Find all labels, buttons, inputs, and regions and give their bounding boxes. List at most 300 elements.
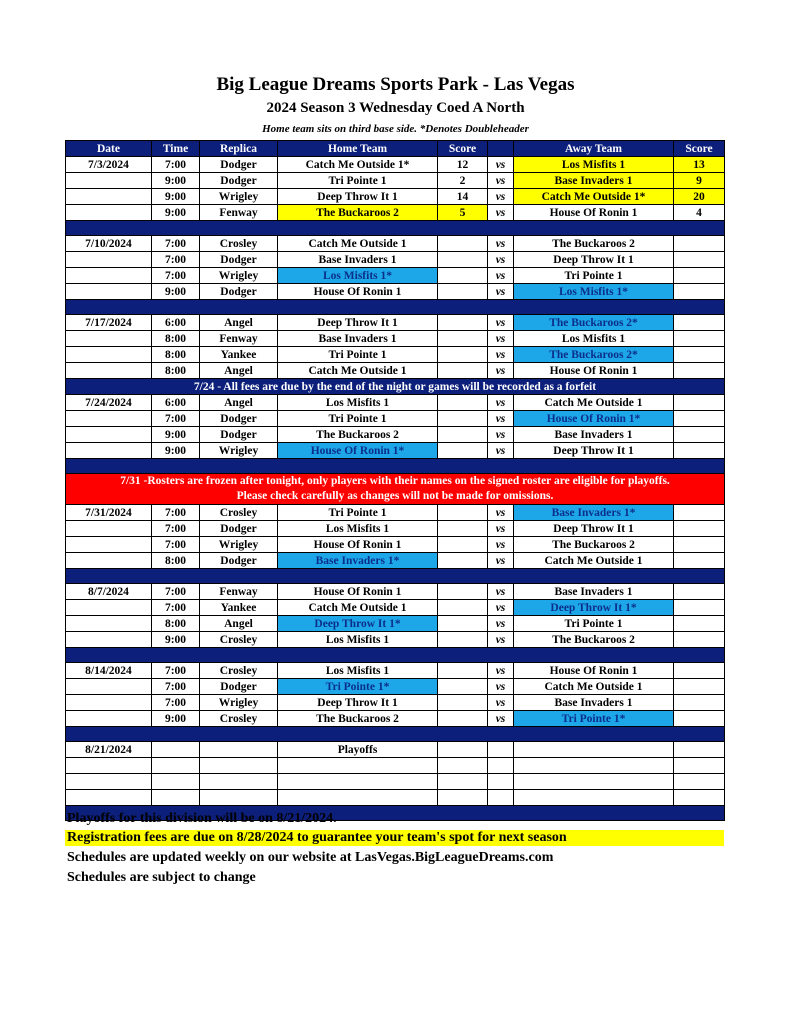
versus-cell: vs — [488, 616, 514, 632]
footer-registration-note: Registration fees are due on 8/28/2024 to guarantee your team's spot for next season — [65, 830, 724, 846]
game-time-cell: 6:00 — [152, 315, 200, 331]
versus-cell: vs — [488, 411, 514, 427]
away-team-cell: The Buckaroos 2* — [514, 347, 674, 363]
game-date-cell — [66, 553, 152, 569]
versus-cell: vs — [488, 236, 514, 252]
game-time-cell: 7:00 — [152, 505, 200, 521]
game-row — [66, 189, 725, 205]
game-row — [66, 411, 725, 427]
game-date-cell — [66, 679, 152, 695]
field-name-cell: Wrigley — [200, 537, 278, 553]
versus-cell — [488, 758, 514, 774]
home-team-cell: Tri Pointe 1 — [278, 347, 438, 363]
home-team-cell: Playoffs — [278, 742, 438, 758]
game-row — [66, 443, 725, 459]
week-separator-row — [66, 648, 725, 663]
home-score-cell — [438, 236, 488, 252]
versus-cell: vs — [488, 632, 514, 648]
field-name-cell: Wrigley — [200, 189, 278, 205]
home-team-cell: Catch Me Outside 1 — [278, 236, 438, 252]
away-team-cell: Catch Me Outside 1 — [514, 553, 674, 569]
away-team-cell: Tri Pointe 1 — [514, 616, 674, 632]
away-score-cell — [674, 742, 725, 758]
away-team-cell: Deep Throw It 1 — [514, 521, 674, 537]
game-time-cell: 7:00 — [152, 236, 200, 252]
field-name-cell: Dodger — [200, 252, 278, 268]
game-time-cell — [152, 790, 200, 806]
game-date-cell — [66, 363, 152, 379]
versus-cell: vs — [488, 189, 514, 205]
game-row — [66, 553, 725, 569]
game-time-cell: 9:00 — [152, 284, 200, 300]
home-score-cell — [438, 742, 488, 758]
home-score-cell — [438, 663, 488, 679]
game-date-cell — [66, 711, 152, 727]
game-date-cell: 7/24/2024 — [66, 395, 152, 411]
away-score-cell: 4 — [674, 205, 725, 221]
roster-notice-row — [66, 474, 725, 505]
home-team-cell — [278, 774, 438, 790]
footer-playoffs-note: Playoffs for this division will be on 8/21/2024. — [67, 811, 337, 826]
versus-cell: vs — [488, 553, 514, 569]
game-row — [66, 790, 725, 806]
away-score-cell — [674, 790, 725, 806]
home-team-cell: Tri Pointe 1 — [278, 505, 438, 521]
field-name-cell: Dodger — [200, 679, 278, 695]
away-score-cell — [674, 395, 725, 411]
game-date-cell: 8/14/2024 — [66, 663, 152, 679]
field-name-cell: Dodger — [200, 553, 278, 569]
home-score-cell — [438, 363, 488, 379]
field-name-cell: Crosley — [200, 632, 278, 648]
game-row — [66, 695, 725, 711]
page-title: Big League Dreams Sports Park - Las Vegas — [216, 74, 575, 95]
column-header-home-score: Score — [438, 141, 488, 157]
game-date-cell — [66, 268, 152, 284]
game-row — [66, 157, 725, 173]
game-time-cell: 8:00 — [152, 363, 200, 379]
home-score-cell — [438, 774, 488, 790]
away-team-cell — [514, 790, 674, 806]
versus-cell: vs — [488, 584, 514, 600]
fees-notice: 7/24 - All fees are due by the end of the night or games will be recorded as a forfeit — [66, 379, 725, 395]
game-row — [66, 347, 725, 363]
field-name-cell: Wrigley — [200, 268, 278, 284]
home-score-cell — [438, 411, 488, 427]
away-team-cell: Catch Me Outside 1 — [514, 679, 674, 695]
home-team-cell: Deep Throw It 1 — [278, 695, 438, 711]
away-team-cell: Base Invaders 1 — [514, 427, 674, 443]
field-name-cell: Yankee — [200, 600, 278, 616]
game-row — [66, 284, 725, 300]
versus-cell: vs — [488, 695, 514, 711]
home-team-cell: Los Misfits 1 — [278, 632, 438, 648]
game-row — [66, 632, 725, 648]
game-row — [66, 758, 725, 774]
home-score-cell: 2 — [438, 173, 488, 189]
field-name-cell: Dodger — [200, 284, 278, 300]
game-time-cell: 7:00 — [152, 584, 200, 600]
away-team-cell — [514, 742, 674, 758]
away-team-cell: Base Invaders 1* — [514, 505, 674, 521]
versus-cell: vs — [488, 252, 514, 268]
game-time-cell: 7:00 — [152, 663, 200, 679]
game-date-cell — [66, 173, 152, 189]
game-time-cell: 7:00 — [152, 268, 200, 284]
away-team-cell: The Buckaroos 2 — [514, 537, 674, 553]
versus-cell: vs — [488, 284, 514, 300]
versus-cell: vs — [488, 157, 514, 173]
versus-cell — [488, 774, 514, 790]
field-name-cell: Dodger — [200, 173, 278, 189]
game-time-cell: 7:00 — [152, 157, 200, 173]
away-score-cell — [674, 600, 725, 616]
home-team-cell: Tri Pointe 1 — [278, 411, 438, 427]
field-name-cell — [200, 774, 278, 790]
game-time-cell — [152, 758, 200, 774]
home-team-cell: Base Invaders 1* — [278, 553, 438, 569]
game-time-cell: 8:00 — [152, 616, 200, 632]
home-team-cell: The Buckaroos 2 — [278, 205, 438, 221]
game-date-cell — [66, 284, 152, 300]
game-row — [66, 363, 725, 379]
game-date-cell — [66, 632, 152, 648]
field-name-cell: Angel — [200, 363, 278, 379]
away-team-cell: Los Misfits 1 — [514, 157, 674, 173]
away-team-cell: Deep Throw It 1* — [514, 600, 674, 616]
versus-cell — [488, 790, 514, 806]
home-score-cell: 12 — [438, 157, 488, 173]
game-time-cell: 7:00 — [152, 537, 200, 553]
versus-cell — [488, 742, 514, 758]
away-team-cell: Catch Me Outside 1* — [514, 189, 674, 205]
game-date-cell: 7/31/2024 — [66, 505, 152, 521]
away-score-cell — [674, 268, 725, 284]
game-date-cell: 8/21/2024 — [66, 742, 152, 758]
game-time-cell: 9:00 — [152, 632, 200, 648]
home-score-cell — [438, 443, 488, 459]
home-score-cell — [438, 537, 488, 553]
game-row — [66, 600, 725, 616]
home-team-cell: House Of Ronin 1 — [278, 537, 438, 553]
game-row — [66, 679, 725, 695]
home-team-cell: Base Invaders 1 — [278, 252, 438, 268]
away-score-cell — [674, 774, 725, 790]
game-date-cell — [66, 347, 152, 363]
game-time-cell: 7:00 — [152, 411, 200, 427]
field-name-cell: Crosley — [200, 236, 278, 252]
game-time-cell: 9:00 — [152, 205, 200, 221]
away-score-cell — [674, 553, 725, 569]
away-team-cell: House Of Ronin 1 — [514, 363, 674, 379]
home-team-cell: Los Misfits 1* — [278, 268, 438, 284]
away-score-cell — [674, 315, 725, 331]
home-score-cell — [438, 553, 488, 569]
away-score-cell — [674, 427, 725, 443]
away-score-cell — [674, 505, 725, 521]
game-time-cell: 7:00 — [152, 679, 200, 695]
away-team-cell: The Buckaroos 2* — [514, 315, 674, 331]
home-score-cell — [438, 600, 488, 616]
away-team-cell: Los Misfits 1* — [514, 284, 674, 300]
column-header-home-team: Home Team — [278, 141, 438, 157]
field-name-cell: Wrigley — [200, 443, 278, 459]
away-team-cell: House Of Ronin 1 — [514, 663, 674, 679]
separator-cell — [66, 569, 725, 584]
field-name-cell: Fenway — [200, 331, 278, 347]
home-team-cell — [278, 758, 438, 774]
home-team-cell — [278, 790, 438, 806]
away-team-cell: House Of Ronin 1* — [514, 411, 674, 427]
field-name-cell — [200, 758, 278, 774]
field-name-cell: Crosley — [200, 711, 278, 727]
game-time-cell: 7:00 — [152, 600, 200, 616]
game-date-cell — [66, 205, 152, 221]
away-score-cell — [674, 236, 725, 252]
away-team-cell: The Buckaroos 2 — [514, 236, 674, 252]
field-name-cell: Dodger — [200, 411, 278, 427]
away-score-cell — [674, 711, 725, 727]
schedule-table — [65, 140, 725, 821]
game-date-cell — [66, 537, 152, 553]
away-team-cell: Base Invaders 1 — [514, 695, 674, 711]
home-score-cell — [438, 315, 488, 331]
game-row — [66, 205, 725, 221]
week-separator-row — [66, 459, 725, 474]
game-date-cell — [66, 774, 152, 790]
home-team-cell: Los Misfits 1 — [278, 521, 438, 537]
home-score-cell — [438, 347, 488, 363]
game-time-cell: 9:00 — [152, 711, 200, 727]
versus-cell: vs — [488, 205, 514, 221]
home-team-cell: The Buckaroos 2 — [278, 427, 438, 443]
game-time-cell: 8:00 — [152, 553, 200, 569]
game-row — [66, 236, 725, 252]
footer-website-note: Schedules are updated weekly on our website at LasVegas.BigLeagueDreams.com — [67, 850, 554, 865]
separator-cell — [66, 221, 725, 236]
footer-disclaimer: Schedules are subject to change — [67, 870, 256, 885]
away-score-cell — [674, 537, 725, 553]
field-name-cell: Crosley — [200, 505, 278, 521]
home-score-cell — [438, 268, 488, 284]
versus-cell: vs — [488, 173, 514, 189]
game-row — [66, 395, 725, 411]
away-score-cell — [674, 632, 725, 648]
game-date-cell — [66, 411, 152, 427]
separator-cell — [66, 459, 725, 474]
column-header-away-score: Score — [674, 141, 725, 157]
versus-cell: vs — [488, 268, 514, 284]
versus-cell: vs — [488, 537, 514, 553]
schedule-note: Home team sits on third base side. *Denotes Doubleheader — [262, 123, 529, 135]
home-score-cell — [438, 505, 488, 521]
home-score-cell — [438, 252, 488, 268]
away-team-cell: Base Invaders 1 — [514, 173, 674, 189]
game-date-cell — [66, 616, 152, 632]
away-score-cell — [674, 252, 725, 268]
game-row — [66, 173, 725, 189]
away-team-cell: Los Misfits 1 — [514, 331, 674, 347]
separator-cell — [66, 300, 725, 315]
game-time-cell: 9:00 — [152, 427, 200, 443]
home-team-cell: Los Misfits 1 — [278, 395, 438, 411]
game-time-cell — [152, 774, 200, 790]
versus-cell: vs — [488, 443, 514, 459]
away-team-cell: Tri Pointe 1* — [514, 711, 674, 727]
home-team-cell: Catch Me Outside 1 — [278, 363, 438, 379]
game-date-cell: 8/7/2024 — [66, 584, 152, 600]
versus-cell: vs — [488, 663, 514, 679]
home-team-cell: Deep Throw It 1 — [278, 315, 438, 331]
game-time-cell — [152, 742, 200, 758]
away-team-cell: Deep Throw It 1 — [514, 443, 674, 459]
versus-cell: vs — [488, 679, 514, 695]
away-score-cell — [674, 331, 725, 347]
game-time-cell: 6:00 — [152, 395, 200, 411]
away-score-cell — [674, 663, 725, 679]
versus-cell: vs — [488, 427, 514, 443]
game-time-cell: 9:00 — [152, 189, 200, 205]
game-time-cell: 8:00 — [152, 331, 200, 347]
home-team-cell: House Of Ronin 1 — [278, 584, 438, 600]
away-team-cell — [514, 758, 674, 774]
away-score-cell — [674, 758, 725, 774]
away-score-cell — [674, 284, 725, 300]
field-name-cell: Dodger — [200, 157, 278, 173]
week-separator-row — [66, 569, 725, 584]
game-row — [66, 252, 725, 268]
home-team-cell: House Of Ronin 1 — [278, 284, 438, 300]
away-score-cell — [674, 443, 725, 459]
game-row — [66, 315, 725, 331]
away-score-cell — [674, 679, 725, 695]
away-team-cell: Catch Me Outside 1 — [514, 395, 674, 411]
home-score-cell — [438, 758, 488, 774]
page-subtitle: 2024 Season 3 Wednesday Coed A North — [266, 100, 525, 116]
home-team-cell: Catch Me Outside 1* — [278, 157, 438, 173]
game-date-cell: 7/17/2024 — [66, 315, 152, 331]
field-name-cell: Dodger — [200, 427, 278, 443]
week-separator-row — [66, 727, 725, 742]
roster-notice-line1: 7/31 -Rosters are frozen after tonight, only players with their names on the signed roster are eligible for playoffs. — [120, 475, 670, 487]
game-date-cell: 7/3/2024 — [66, 157, 152, 173]
away-team-cell: Deep Throw It 1 — [514, 252, 674, 268]
game-row — [66, 742, 725, 758]
game-row — [66, 584, 725, 600]
field-name-cell: Angel — [200, 616, 278, 632]
roster-notice-line2: Please check carefully as changes will not be made for omissions. — [236, 490, 554, 502]
game-date-cell — [66, 189, 152, 205]
game-date-cell — [66, 695, 152, 711]
away-score-cell — [674, 695, 725, 711]
away-score-cell — [674, 616, 725, 632]
home-team-cell: Deep Throw It 1 — [278, 189, 438, 205]
versus-cell: vs — [488, 395, 514, 411]
away-score-cell — [674, 347, 725, 363]
game-date-cell — [66, 443, 152, 459]
home-score-cell — [438, 616, 488, 632]
field-name-cell: Fenway — [200, 584, 278, 600]
away-score-cell — [674, 521, 725, 537]
field-name-cell — [200, 742, 278, 758]
versus-cell: vs — [488, 600, 514, 616]
away-team-cell — [514, 774, 674, 790]
game-row — [66, 663, 725, 679]
away-score-cell — [674, 363, 725, 379]
game-time-cell: 9:00 — [152, 173, 200, 189]
home-score-cell — [438, 695, 488, 711]
game-row — [66, 505, 725, 521]
home-team-cell: Tri Pointe 1* — [278, 679, 438, 695]
away-score-cell: 20 — [674, 189, 725, 205]
game-row — [66, 331, 725, 347]
home-score-cell — [438, 521, 488, 537]
versus-cell: vs — [488, 331, 514, 347]
home-team-cell: Tri Pointe 1 — [278, 173, 438, 189]
game-date-cell — [66, 758, 152, 774]
home-score-cell — [438, 711, 488, 727]
game-date-cell — [66, 252, 152, 268]
column-header-vs — [488, 141, 514, 157]
game-time-cell: 8:00 — [152, 347, 200, 363]
game-date-cell: 7/10/2024 — [66, 236, 152, 252]
column-header-replica: Replica — [200, 141, 278, 157]
home-team-cell: House Of Ronin 1* — [278, 443, 438, 459]
away-team-cell: Tri Pointe 1 — [514, 268, 674, 284]
field-name-cell: Crosley — [200, 663, 278, 679]
game-row — [66, 268, 725, 284]
versus-cell: vs — [488, 505, 514, 521]
column-header-date: Date — [66, 141, 152, 157]
home-score-cell — [438, 584, 488, 600]
game-date-cell — [66, 790, 152, 806]
separator-cell — [66, 648, 725, 663]
game-date-cell — [66, 600, 152, 616]
home-score-cell — [438, 632, 488, 648]
week-separator-row — [66, 221, 725, 236]
game-time-cell: 9:00 — [152, 443, 200, 459]
home-team-cell: Deep Throw It 1* — [278, 616, 438, 632]
away-team-cell: House Of Ronin 1 — [514, 205, 674, 221]
table-header-row — [66, 141, 725, 157]
versus-cell: vs — [488, 315, 514, 331]
versus-cell: vs — [488, 521, 514, 537]
home-score-cell: 5 — [438, 205, 488, 221]
versus-cell: vs — [488, 363, 514, 379]
game-date-cell — [66, 427, 152, 443]
field-name-cell: Wrigley — [200, 695, 278, 711]
home-score-cell: 14 — [438, 189, 488, 205]
versus-cell: vs — [488, 347, 514, 363]
game-time-cell: 7:00 — [152, 521, 200, 537]
home-score-cell — [438, 331, 488, 347]
home-score-cell — [438, 395, 488, 411]
game-time-cell: 7:00 — [152, 695, 200, 711]
away-score-cell: 9 — [674, 173, 725, 189]
game-time-cell: 7:00 — [152, 252, 200, 268]
column-header-time: Time — [152, 141, 200, 157]
week-separator-row — [66, 300, 725, 315]
away-team-cell: The Buckaroos 2 — [514, 632, 674, 648]
home-score-cell — [438, 790, 488, 806]
field-name-cell: Angel — [200, 315, 278, 331]
game-row — [66, 616, 725, 632]
separator-cell — [66, 727, 725, 742]
roster-notice — [66, 474, 725, 505]
home-team-cell: Catch Me Outside 1 — [278, 600, 438, 616]
home-team-cell: The Buckaroos 2 — [278, 711, 438, 727]
game-row — [66, 521, 725, 537]
